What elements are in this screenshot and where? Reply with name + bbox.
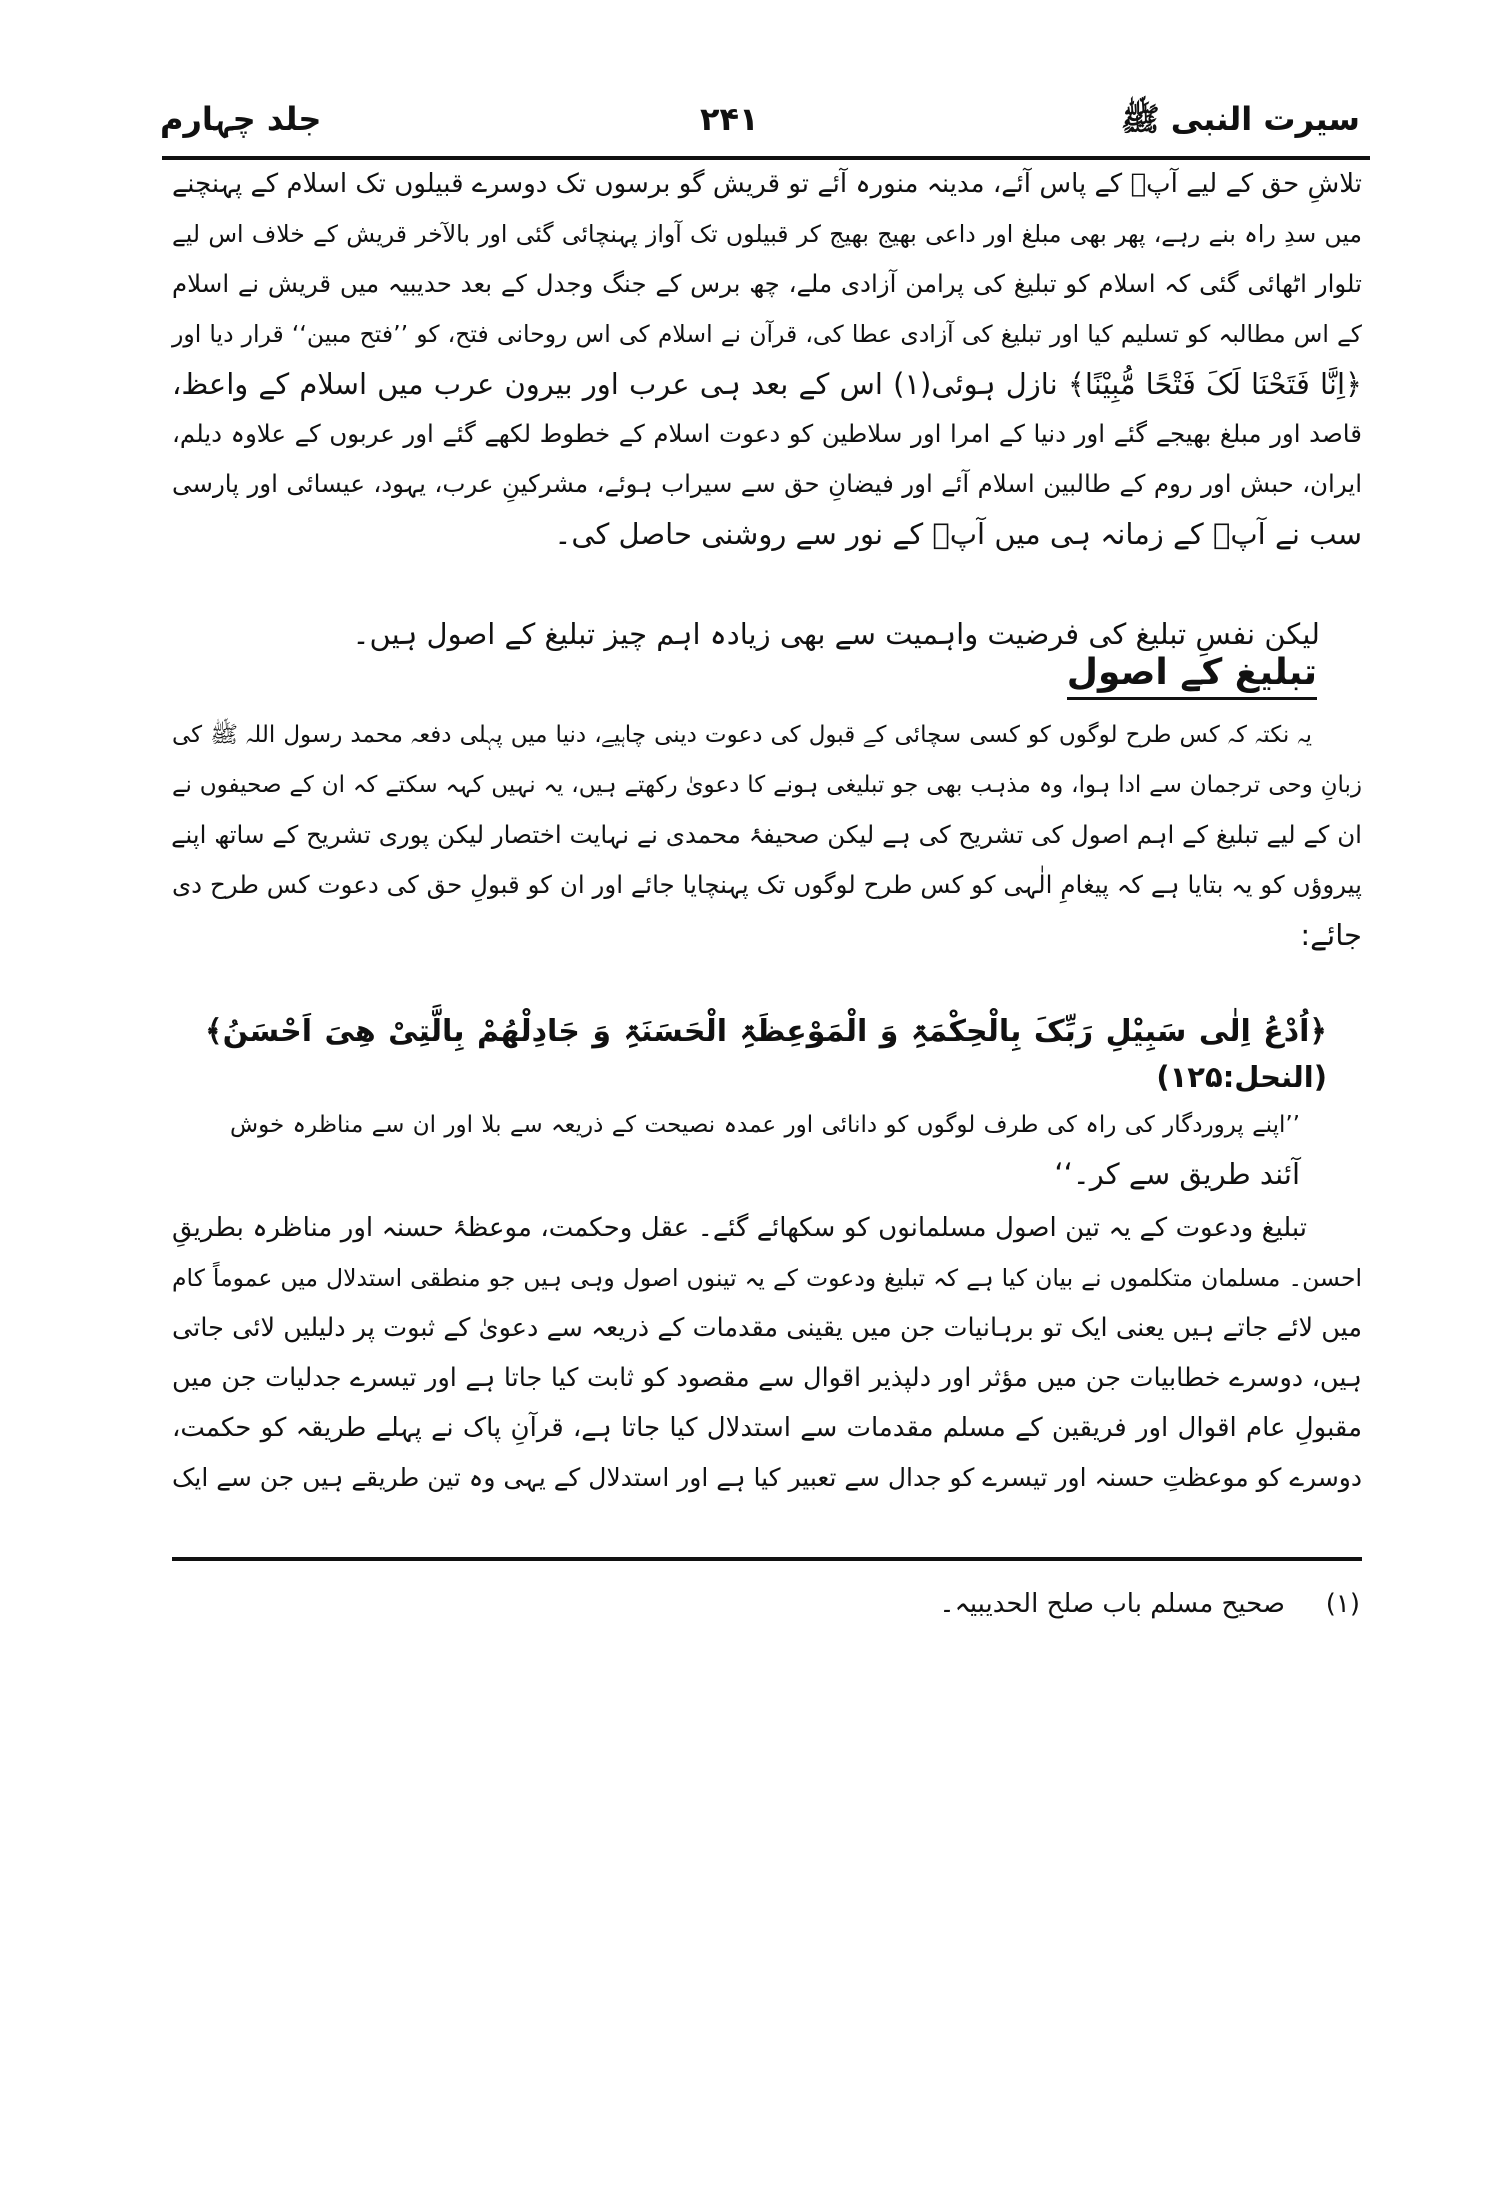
text-line: دوسرے کو موعظتِ حسنہ اور تیسرے کو جدال سے تعبیر کیا ہے اور استدلال کے یہی وہ تین طریقے ہیں جن سے ایک: [171, 1463, 1362, 1492]
text-line: پیروؤں کو یہ بتایا ہے کہ پیغامِ الٰہی کو کس طرح لوگوں تک پہنچایا جائے اور ان کو قبولِ حق کی دعوت کس طرح دی: [172, 870, 1362, 899]
section-heading: تبلیغ کے اصول: [1067, 652, 1317, 700]
footnote-marker: (۱): [1325, 1589, 1360, 1619]
translation-line: ’’اپنے پروردگار کی راہ کی طرف لوگوں کو دانائی اور عمدہ نصیحت کے ذریعہ سے بلا اور ان سے مناظرہ خوش: [230, 1112, 1300, 1138]
text-line: احسن۔ مسلمان متکلموں نے بیان کیا ہے کہ تبلیغ ودعوت کے یہ تینوں اصول وہی ہیں جو منطقی استدلال میں عموماً کام: [172, 1264, 1362, 1292]
text-line: میں لائے جاتے ہیں یعنی ایک تو برہانیات جن میں یقینی مقدمات کے ذریعہ سے دعویٰ کے ثبوت پر دلیلیں لائی جاتی: [172, 1313, 1362, 1343]
header-rule: [162, 156, 1370, 160]
text-line: ایران، حبش اور روم کے طالبین اسلام آئے اور فیضانِ حق سے سیراب ہوئے، مشرکینِ عرب، یہود، عیسائی اور پارسی: [172, 469, 1362, 498]
text-line: جائے:: [1300, 918, 1362, 952]
text-line: لیکن نفسِ تبلیغ کی فرضیت واہمیت سے بھی زیادہ اہم چیز تبلیغ کے اصول ہیں۔: [352, 617, 1320, 651]
text-line: تلوار اٹھائی گئی کہ اسلام کو تبلیغ کی پرامن آزادی ملے، چھ برس کے جنگ وجدل کے بعد حدیبیہ میں قریش نے اسلام: [172, 269, 1362, 298]
text-line: تلاشِ حق کے لیے آپؐ کے پاس آئے، مدینہ منورہ آئے تو قریش گو برسوں تک دوسرے قبیلوں تک اسلام کے پہنچنے: [172, 169, 1362, 199]
text-line: ان کے لیے تبلیغ کے اہم اصول کی تشریح کی ہے لیکن صحیفۂ محمدی نے نہایت اختصار لیکن پوری تشریح کے ساتھ اپنے: [171, 820, 1362, 849]
text-line: تبلیغ ودعوت کے یہ تین اصول مسلمانوں کو سکھائے گئے۔ عقل وحکمت، موعظۂ حسنہ اور مناظرہ بطریقِ: [172, 1213, 1307, 1243]
text-line: مقبولِ عام اقوال اور فریقین کے مسلم مقدمات سے استدلال کیا جاتا ہے، قرآنِ پاک نے پہلے طریقہ کو حکمت،: [172, 1413, 1362, 1443]
footnote-rule: [172, 1557, 1362, 1561]
volume-label: جلد چہارم: [160, 100, 322, 138]
verse-reference: (النحل:۱۲۵): [1156, 1060, 1327, 1094]
text-line: ہیں، دوسرے خطابیات جن میں مؤثر اور دلپذیر اقوال سے مقصود کو ثابت کیا جاتا ہے اور تیسرے جدلیات جن میں: [172, 1363, 1362, 1393]
text-line: ﴿اِنَّا فَتَحْنَا لَکَ فَتْحًا مُّبِیْنًا﴾ نازل ہوئی(۱) اس کے بعد ہی عرب اور بیرون عرب میں اسلام کے واعظ،: [172, 367, 1362, 401]
page-number: ۲۴۱: [700, 100, 759, 138]
text-line: یہ نکتہ کہ کس طرح لوگوں کو کسی سچائی کے قبول کی دعوت دینی چاہیے، دنیا میں پہلی دفعہ محمد رسول اللہ ﷺ کی: [172, 722, 1312, 748]
translation-line: آئند طریق سے کر۔‘‘: [1054, 1157, 1300, 1191]
footnote-text: صحیح مسلم باب صلح الحدیبیہ۔: [939, 1589, 1285, 1619]
text-line: میں سدِ راہ بنے رہے، پھر بھی مبلغ اور داعی بھیج بھیج کر قبیلوں تک آواز پہنچائی گئی اور بالآخر قریش کے خلاف اس لیے: [172, 220, 1362, 248]
quran-verse: ﴿اُدْعُ اِلٰی سَبِیْلِ رَبِّکَ بِالْحِکْمَۃِ وَ الْمَوْعِظَۃِ الْحَسَنَۃِ وَ جَادِلْھُمْ بِالَّتِیْ ھِیَ اَحْسَنُ﴾: [205, 1014, 1327, 1049]
book-title: سیرت النبی ﷺ: [1120, 100, 1360, 138]
text-line: قاصد اور مبلغ بھیجے گئے اور دنیا کے امرا اور سلاطین کو دعوت اسلام کے خطوط لکھے گئے اور عربوں کے علاوہ دیلم،: [172, 419, 1362, 448]
text-line: سب نے آپؐ کے زمانہ ہی میں آپؐ کے نور سے روشنی حاصل کی۔: [554, 517, 1362, 551]
text-line: کے اس مطالبہ کو تسلیم کیا اور تبلیغ کی آزادی عطا کی، قرآن نے اسلام کی اس روحانی فتح، کو ’’فتح مبین‘‘ قرار دیا اور: [172, 320, 1362, 348]
text-line: زبانِ وحی ترجمان سے ادا ہوا، وہ مذہب بھی جو تبلیغی ہونے کا دعویٰ رکھتے ہیں، یہ نہیں کہہ سکتے کہ ان کے صحیفوں نے: [172, 772, 1362, 798]
